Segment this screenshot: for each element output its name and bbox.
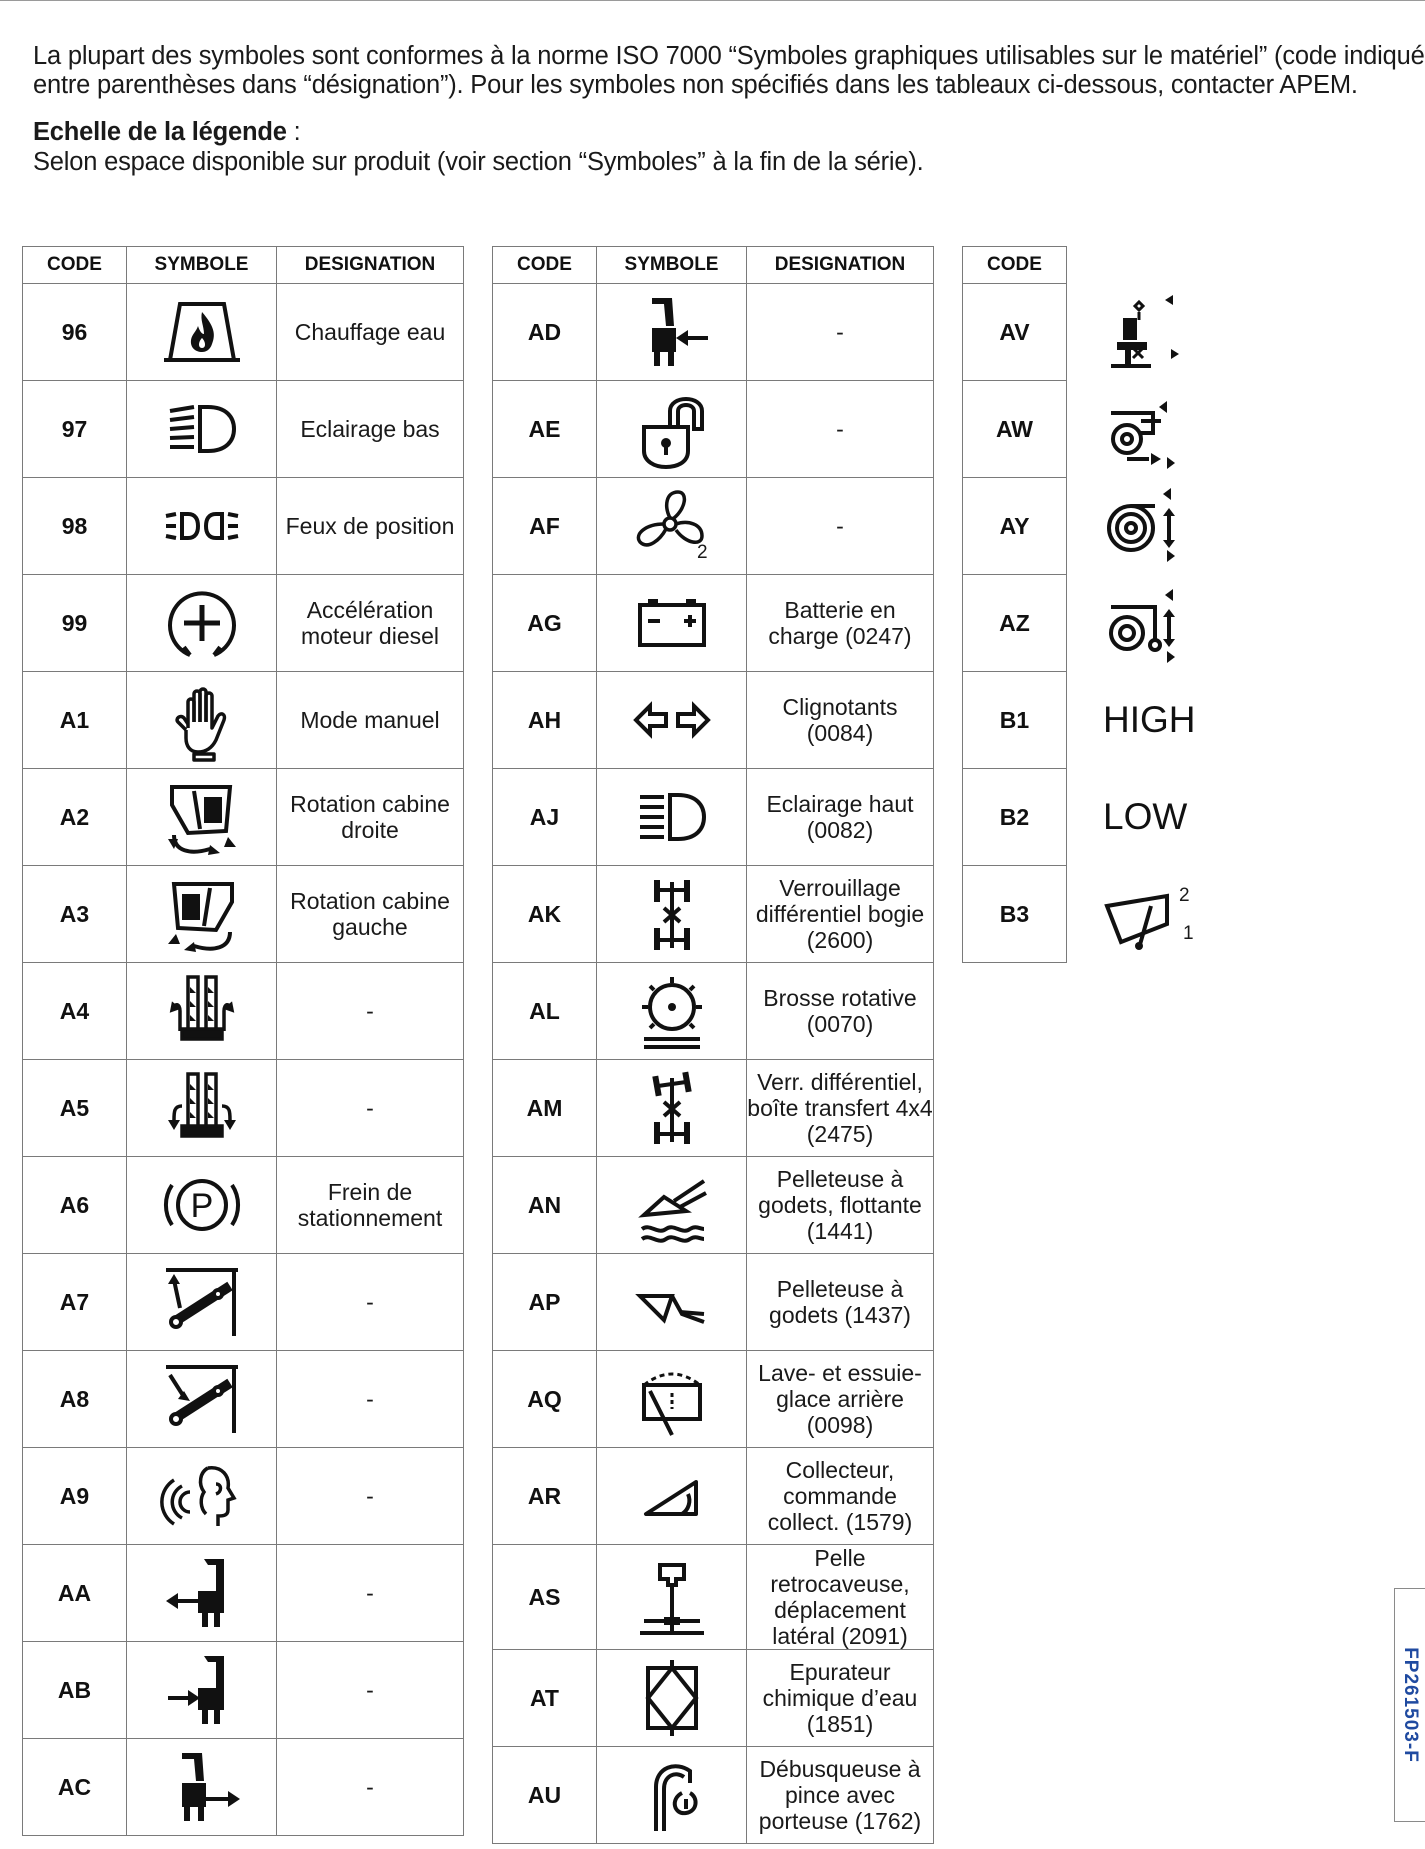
designation-cell: - [747, 478, 934, 575]
table-row [23, 963, 464, 1060]
code-cell: A7 [23, 1254, 127, 1351]
rear-wash-wipe-icon [630, 1357, 714, 1441]
designation-cell: Pelle retrocaveuse, déplacement latéral (2091) [747, 1545, 934, 1650]
intro-paragraph [33, 42, 1425, 100]
legend-scale-label: Echelle de la légende [33, 118, 287, 146]
cab-rotate-right-icon [160, 775, 244, 859]
code-cell: 99 [23, 575, 127, 672]
document-code: FP261503-F [1400, 1647, 1421, 1763]
code-cell: 98 [23, 478, 127, 575]
code-cell: B1 [963, 672, 1067, 769]
wiper-speed-2-label: 2 [1179, 885, 1190, 906]
designation-cell: Lave- et essuie-glace arrière (0098) [747, 1351, 934, 1448]
code-cell: AB [23, 1642, 127, 1739]
table-row [23, 1448, 464, 1545]
seat-reel-adjust-icon [1103, 387, 1207, 471]
table-row [23, 1739, 464, 1836]
table-row [493, 769, 934, 866]
table-row [963, 575, 1067, 672]
water-purifier-icon [630, 1656, 714, 1740]
designation-cell: Pelleteuse à godets (1437) [747, 1254, 934, 1351]
code-cell: 97 [23, 381, 127, 478]
header-designation: DESIGNATION [747, 247, 934, 284]
designation-cell: Frein de stationnement [277, 1157, 464, 1254]
table-row [23, 575, 464, 672]
table-row [23, 478, 464, 575]
reel-tilt-icon [1103, 484, 1207, 568]
intro-line-2: entre parenthèses dans “désignation”). Pour les symboles non spécifiés dans les tableaux ci-dessous, contacter APEM. [33, 71, 1358, 99]
designation-cell: - [277, 1254, 464, 1351]
table-row [493, 1254, 934, 1351]
code-cell: AU [493, 1747, 597, 1844]
code-cell: AW [963, 381, 1067, 478]
manual-mode-hand-icon [160, 678, 244, 762]
reel-position-icon [1103, 581, 1207, 665]
code-cell: A9 [23, 1448, 127, 1545]
designation-cell: Rotation cabine droite [277, 769, 464, 866]
designation-cell: - [277, 1351, 464, 1448]
bucket-float-icon [630, 1163, 714, 1247]
table-row [23, 1157, 464, 1254]
designation-cell: Chauffage eau [277, 284, 464, 381]
designation-cell: Débusqueuse à pince avec porteuse (1762) [747, 1747, 934, 1844]
code-cell: A5 [23, 1060, 127, 1157]
code-cell: B2 [963, 769, 1067, 866]
designation-cell: Collecteur, commande collect. (1579) [747, 1448, 934, 1545]
code-cell: AM [493, 1060, 597, 1157]
table-row [493, 381, 934, 478]
table-row [493, 1747, 934, 1844]
code-cell: AN [493, 1157, 597, 1254]
code-cell: AH [493, 672, 597, 769]
header-code: CODE [963, 247, 1067, 284]
legend-scale-colon: : [286, 118, 301, 146]
bucket-loader-icon [630, 1260, 714, 1344]
parking-brake-icon [160, 1163, 244, 1247]
table-row [23, 672, 464, 769]
battery-charge-icon [630, 581, 714, 665]
table-row [23, 769, 464, 866]
designation-cell: - [277, 963, 464, 1060]
table-row [493, 1157, 934, 1254]
table-row [493, 1351, 934, 1448]
designation-cell: Rotation cabine gauche [277, 866, 464, 963]
legend-scale [33, 117, 924, 177]
code-cell: AY [963, 478, 1067, 575]
designation-cell: - [277, 1545, 464, 1642]
code-cell: AT [493, 1650, 597, 1747]
table-row [963, 866, 1067, 963]
low-beam-icon [160, 387, 244, 471]
mast-arrows-down-icon [160, 1066, 244, 1150]
designation-cell: - [277, 1739, 464, 1836]
code-cell: A8 [23, 1351, 127, 1448]
table-row [493, 1448, 934, 1545]
table-row [23, 1642, 464, 1739]
voice-command-icon [160, 1454, 244, 1538]
designation-cell: - [277, 1448, 464, 1545]
turn-signals-icon [630, 678, 714, 762]
document-code-tab [1394, 1588, 1425, 1822]
table-row [493, 1060, 934, 1157]
code-cell: AF [493, 478, 597, 575]
table-row [493, 1650, 934, 1747]
table-row [23, 1060, 464, 1157]
designation-cell: Pelleteuse à godets, flottante (1441) [747, 1157, 934, 1254]
boom-raise-icon [160, 1260, 244, 1344]
fan-speed-subscript: 2 [697, 542, 708, 563]
table-row [493, 478, 934, 575]
code-cell: AJ [493, 769, 597, 866]
code-cell: AS [493, 1545, 597, 1650]
header-code: CODE [23, 247, 127, 284]
cab-rotate-left-icon [160, 872, 244, 956]
table-row [23, 284, 464, 381]
table-row [963, 672, 1067, 769]
header-designation: DESIGNATION [277, 247, 464, 284]
designation-cell: - [747, 381, 934, 478]
seat-height-adjust-icon [1103, 290, 1207, 374]
table-row [493, 672, 934, 769]
code-cell: AG [493, 575, 597, 672]
diesel-acceleration-icon [160, 581, 244, 665]
seat-back-arrow-icon [630, 290, 714, 374]
intro-line-1: La plupart des symboles sont conformes à la norme ISO 7000 “Symboles graphiques utilisables sur le matériel” (code indiqué [33, 42, 1425, 70]
symbol-table-1 [22, 246, 464, 1836]
header-code: CODE [493, 247, 597, 284]
skidder-grapple-icon [630, 1753, 714, 1837]
table-row [493, 284, 934, 381]
seat-forward-low-icon [160, 1745, 244, 1829]
designation-cell: Verrouillage différentiel bogie (2600) [747, 866, 934, 963]
table-row [493, 963, 934, 1060]
code-cell: A6 [23, 1157, 127, 1254]
seat-arrow-left-icon [160, 1551, 244, 1635]
transfer-box-diff-lock-icon [630, 1066, 714, 1150]
code-cell: A4 [23, 963, 127, 1060]
designation-cell: Batterie en charge (0247) [747, 575, 934, 672]
water-heating-icon [160, 290, 244, 374]
code-cell: 96 [23, 284, 127, 381]
mast-arrows-out-icon [160, 969, 244, 1053]
designation-cell: Feux de position [277, 478, 464, 575]
table-row [23, 1254, 464, 1351]
code-cell: AA [23, 1545, 127, 1642]
position-lights-icon [160, 484, 244, 568]
table-row [963, 478, 1067, 575]
table-row [493, 866, 934, 963]
designation-cell: Clignotants (0084) [747, 672, 934, 769]
table-row [23, 1351, 464, 1448]
designation-cell: - [277, 1060, 464, 1157]
wiper-speed-1-label: 1 [1183, 923, 1194, 944]
code-cell: B3 [963, 866, 1067, 963]
code-cell: AV [963, 284, 1067, 381]
code-cell: AR [493, 1448, 597, 1545]
table-row [23, 866, 464, 963]
table-row [23, 381, 464, 478]
header-symbol: SYMBOLE [597, 247, 747, 284]
seat-arrow-right-icon [160, 1648, 244, 1732]
designation-cell: - [277, 1642, 464, 1739]
code-cell: AZ [963, 575, 1067, 672]
designation-cell: Accélération moteur diesel [277, 575, 464, 672]
boom-lower-icon [160, 1357, 244, 1441]
code-cell: AC [23, 1739, 127, 1836]
designation-cell: Brosse rotative (0070) [747, 963, 934, 1060]
table-row [963, 284, 1067, 381]
code-cell: A3 [23, 866, 127, 963]
designation-cell: - [747, 284, 934, 381]
code-cell: A1 [23, 672, 127, 769]
legend-scale-text: Selon espace disponible sur produit (voir section “Symboles” à la fin de la série). [33, 148, 924, 176]
code-cell: AK [493, 866, 597, 963]
backhoe-sideshift-icon [630, 1555, 714, 1639]
symbol-table-2 [492, 246, 934, 1844]
table-row [23, 1545, 464, 1642]
high-beam-icon [630, 775, 714, 859]
table-row [493, 575, 934, 672]
designation-cell: Epurateur chimique d’eau (1851) [747, 1650, 934, 1747]
high-label: HIGH [1103, 698, 1196, 740]
code-cell: AD [493, 284, 597, 381]
top-rule [0, 0, 1425, 1]
table3-symbols [1067, 283, 1267, 962]
table-row [963, 381, 1067, 478]
code-cell: AL [493, 963, 597, 1060]
designation-cell: Mode manuel [277, 672, 464, 769]
table-row [493, 1545, 934, 1650]
symbol-table-3 [962, 246, 1067, 963]
unlocked-padlock-icon [630, 387, 714, 471]
code-cell: AQ [493, 1351, 597, 1448]
collective-control-icon [630, 1454, 714, 1538]
header-symbol: SYMBOLE [127, 247, 277, 284]
bogie-diff-lock-icon [630, 872, 714, 956]
designation-cell: Eclairage bas [277, 381, 464, 478]
low-label: LOW [1103, 795, 1188, 837]
code-cell: AE [493, 381, 597, 478]
table-row [963, 769, 1067, 866]
code-cell: AP [493, 1254, 597, 1351]
designation-cell: Verr. différentiel, boîte transfert 4x4 (2475) [747, 1060, 934, 1157]
code-cell: A2 [23, 769, 127, 866]
rotary-brush-icon [630, 969, 714, 1053]
designation-cell: Eclairage haut (0082) [747, 769, 934, 866]
